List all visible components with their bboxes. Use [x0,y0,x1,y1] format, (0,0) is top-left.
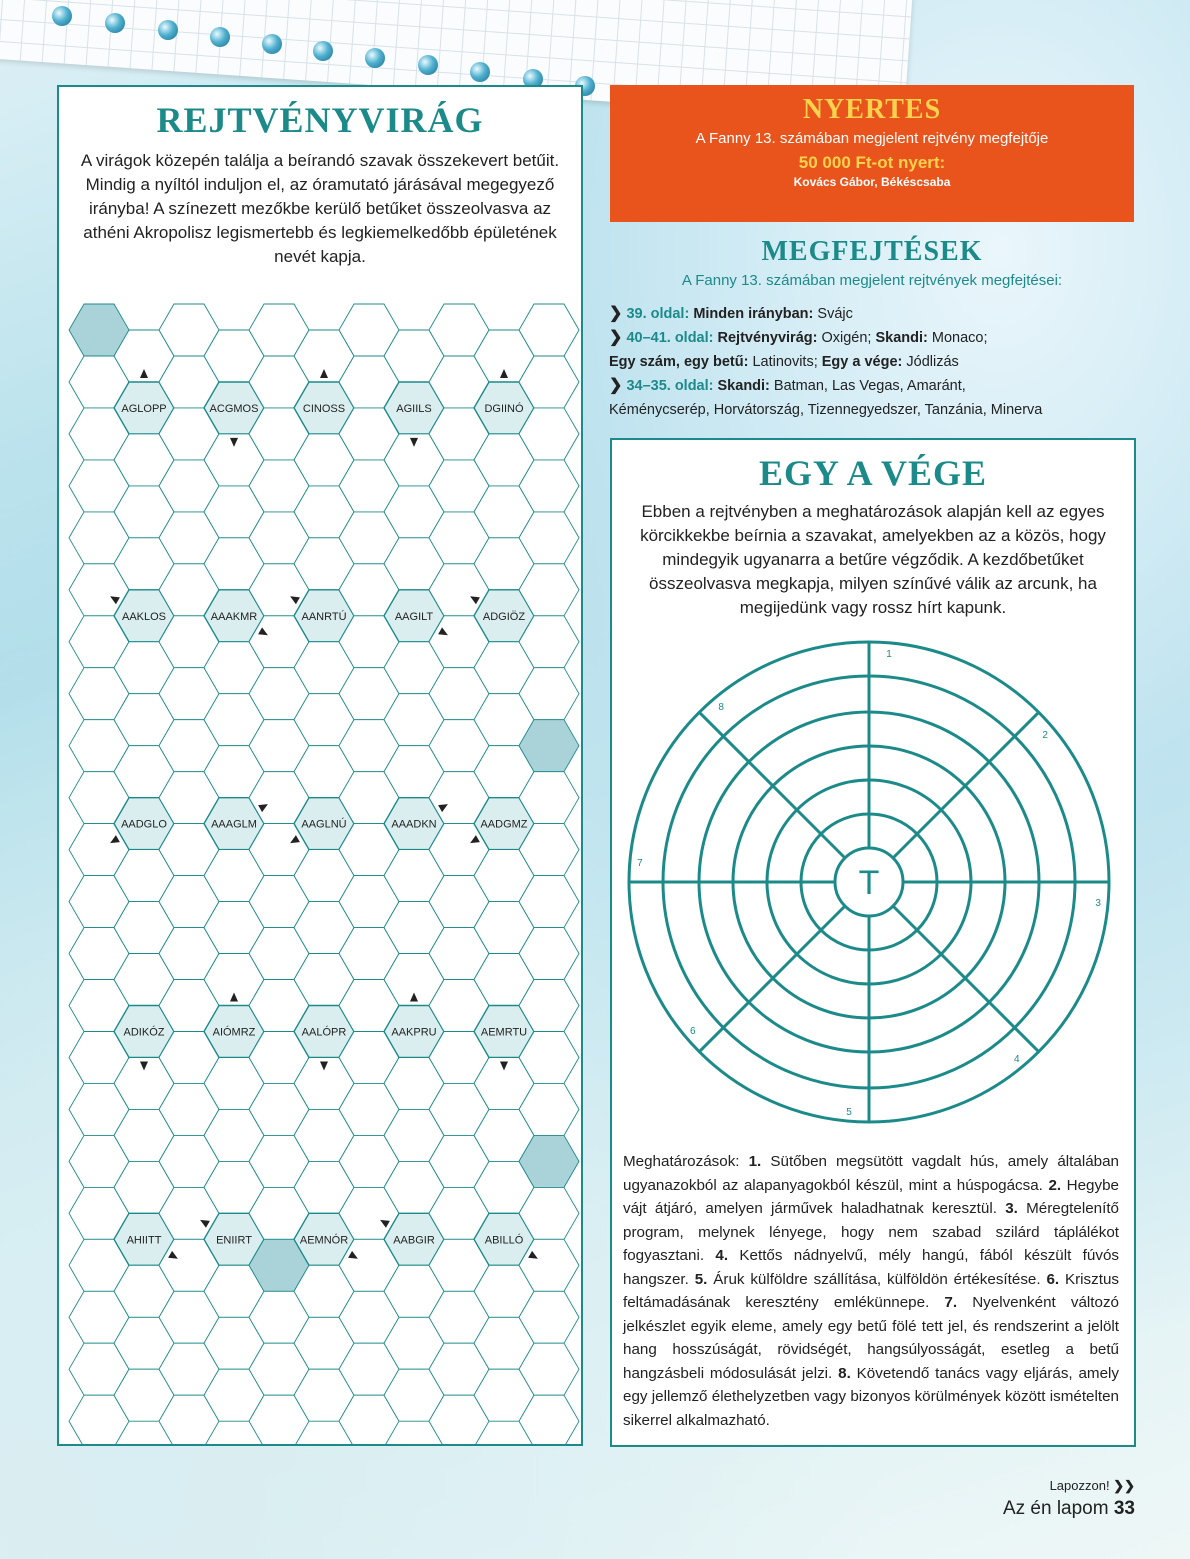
winner-prize: 50 000 Ft-ot nyert: [798,153,946,172]
egy-a-vege-title: EGY A VÉGE [758,453,988,493]
scrambled-letters: AAGLNÚ [301,818,347,831]
solution-line: ❯ 40–41. oldal: Rejtvényvirág: Oxigén; Skandi: Monaco; [609,329,988,346]
scrambled-letters: CINOSS [302,402,346,415]
scrambled-letters: AAAGLM [211,818,257,831]
sector-divider [893,906,1039,1052]
circular-puzzle-grid [612,630,1134,1130]
definition-text: Kettős nádnyelvű, mély hangú, fából készült fúvós hangszer. [623,1247,1119,1288]
scrambled-letters: AGLOPP [121,402,167,415]
scrambled-letters: DGIINÓ [484,402,524,415]
ring-icon [210,27,230,47]
winner-box [610,85,1134,222]
definition-text: Sütőben megsütött vagdalt hús, amely általában ugyanazokból az alapanyagokból készül, mint a húspogácsa. [623,1153,1119,1194]
scrambled-letters: AAKLOS [121,610,167,623]
winner-description: A Fanny 13. számában megjelent rejtvény megfejtője [695,130,1049,147]
ring-icon [262,34,282,54]
sector-number: 7 [637,858,643,869]
definition-number: 3. [1005,1200,1027,1217]
definition-text: Áruk külföldre szállítása, külföldön értékesítése. [713,1270,1047,1288]
page-number: 33 [1113,1498,1135,1519]
scrambled-letters: AADGMZ [480,818,528,831]
arrow-right-icon: ❯ [609,305,623,322]
solution-line: ❯ 39. oldal: Minden irányban: Svájc [609,305,853,322]
definition-number: 2. [1048,1176,1067,1194]
sector-number: 8 [718,701,724,713]
definition-number: 5. [694,1270,714,1288]
ring-icon [470,62,490,82]
egy-a-vege-panel [610,438,1136,1447]
scrambled-letters: AIÓMRZ [212,1026,256,1039]
sector-number: 5 [846,1107,852,1119]
definition-number: 6. [1046,1270,1065,1288]
scrambled-letters: AADGLO [121,818,167,831]
solution-line: ❯ 34–35. oldal: Skandi: Batman, Las Vegas, Amaránt, [609,377,966,394]
scrambled-letters: AAGILT [394,610,434,623]
next-page-hint: Lapozzon! ❯❯ [1049,1478,1135,1493]
sector-number: 2 [1042,730,1048,742]
rejtvenyvirag-title: REJTVÉNYVIRÁG [156,100,484,140]
winner-name: Kovács Gábor, Békéscsaba [793,175,951,189]
definitions-label: Meghatározások: [623,1153,749,1170]
solutions-list [609,302,1139,422]
ring-icon [52,6,72,26]
ring-icon [158,20,178,40]
sector-divider [699,712,845,858]
definition-text: Krisztus feltámadásának keresztény emlékünnepe. [623,1270,1119,1311]
scrambled-letters: ADGIÖZ [482,610,526,623]
double-chevron-right-icon: ❯❯ [1113,1478,1135,1493]
rejtvenyvirag-panel [57,85,583,1446]
sector-divider [893,712,1039,858]
scrambled-letters: AAKPRU [391,1026,437,1039]
winner-title: NYERTES [802,94,942,125]
scrambled-letters: AAADKN [391,818,437,831]
scrambled-letters: ACGMOS [209,402,259,415]
scrambled-letters: AEMRTU [480,1026,528,1039]
scrambled-letters: AGIILS [396,402,432,415]
scrambled-letters: AANRTÚ [301,610,347,623]
ring-icon [313,41,333,61]
arrow-right-icon: ❯ [609,329,623,346]
scrambled-letters: ADIKÓZ [123,1026,165,1039]
scrambled-letters: AALÓPR [301,1026,347,1039]
scrambled-letters: ABILLÓ [484,1234,524,1247]
solution-line: Egy szám, egy betű: Latinovits; Egy a vége: Jódlizás [609,354,959,370]
scrambled-letters: ENIIRT [216,1234,252,1247]
magazine-name: Az én lapom [1002,1498,1109,1519]
ring-icon [365,48,385,68]
scrambled-letters: AAAKMR [210,610,258,623]
rejtvenyvirag-intro: A virágok közepén találja a beírandó szavak összekevert betűit. Mindig a nyíltól induljon el, az óramutató járásával megegyező irányba! A színezett mezőkbe kerülő betűket összeolvasva az athéni Akropolisz legismertebb és legkiemelkedőbb épületének nevét kapja. [80,151,560,266]
definition-text: Nyelvenként változó jelkészlet egyik eleme, amely egy betű fölé tett jel, és rendszerint a jelölt hang hosszúságát, rövidségét, hangsúlyosságát, esetleg a betű hangzásbeli módosulását jelzi. [623,1294,1119,1382]
solutions-subtitle: A Fanny 13. számában megjelent rejtvények megfejtései: [681,272,1063,289]
definition-text: Méregtelenítő program, melynek lényege, hogy nem szabad szilárd táplálékot fogyasztani. [623,1200,1119,1264]
page-footer [940,1498,1135,1520]
ring-icon [418,55,438,75]
solutions-title: MEGFEJTÉSEK [761,236,983,267]
definition-number: 7. [944,1294,973,1311]
sector-number: 4 [1014,1054,1020,1066]
sector-number: 3 [1095,898,1101,909]
solution-line: Kéménycserép, Horvátország, Tizennegyedszer, Tanzánia, Minerva [609,402,1043,418]
scrambled-letters: AHIITT [126,1234,162,1247]
egy-a-vege-intro: Ebben a rejtvényben a meghatározások alapján kell az egyes körcikkekbe beírnia a szavakat, amelyekben az a közös, hogy mindegyik ugyanarra a betűre végződik. A kezdőbetűket összeolvasva megkapja, milyen színűvé válik az arcunk, ha megijedünk vagy rossz hírt kapunk. [640,502,1106,617]
definition-number: 8. [838,1364,857,1382]
center-letter: T [858,864,880,902]
definitions-text [623,1150,1119,1432]
sector-number: 6 [690,1025,696,1037]
honeycomb-grid [59,87,581,1444]
arrow-right-icon: ❯ [609,377,623,394]
definition-text: Követendő tanács vagy eljárás, amely egy jellemző élethelyzetben vagy bizonyos körülmények között ismételten sikerrel alkalmazható. [623,1364,1119,1429]
definition-text: Hegybe vájt átjáró, amelyen járművek haladhatnak keresztül. [623,1176,1119,1217]
scrambled-letters: AEMNÓR [299,1234,349,1247]
definition-number: 4. [715,1247,740,1264]
sector-number: 1 [886,648,892,660]
definition-number: 1. [748,1153,771,1170]
scrambled-letters: AABGIR [393,1234,435,1247]
sector-divider [699,906,845,1052]
ring-icon [105,13,125,33]
